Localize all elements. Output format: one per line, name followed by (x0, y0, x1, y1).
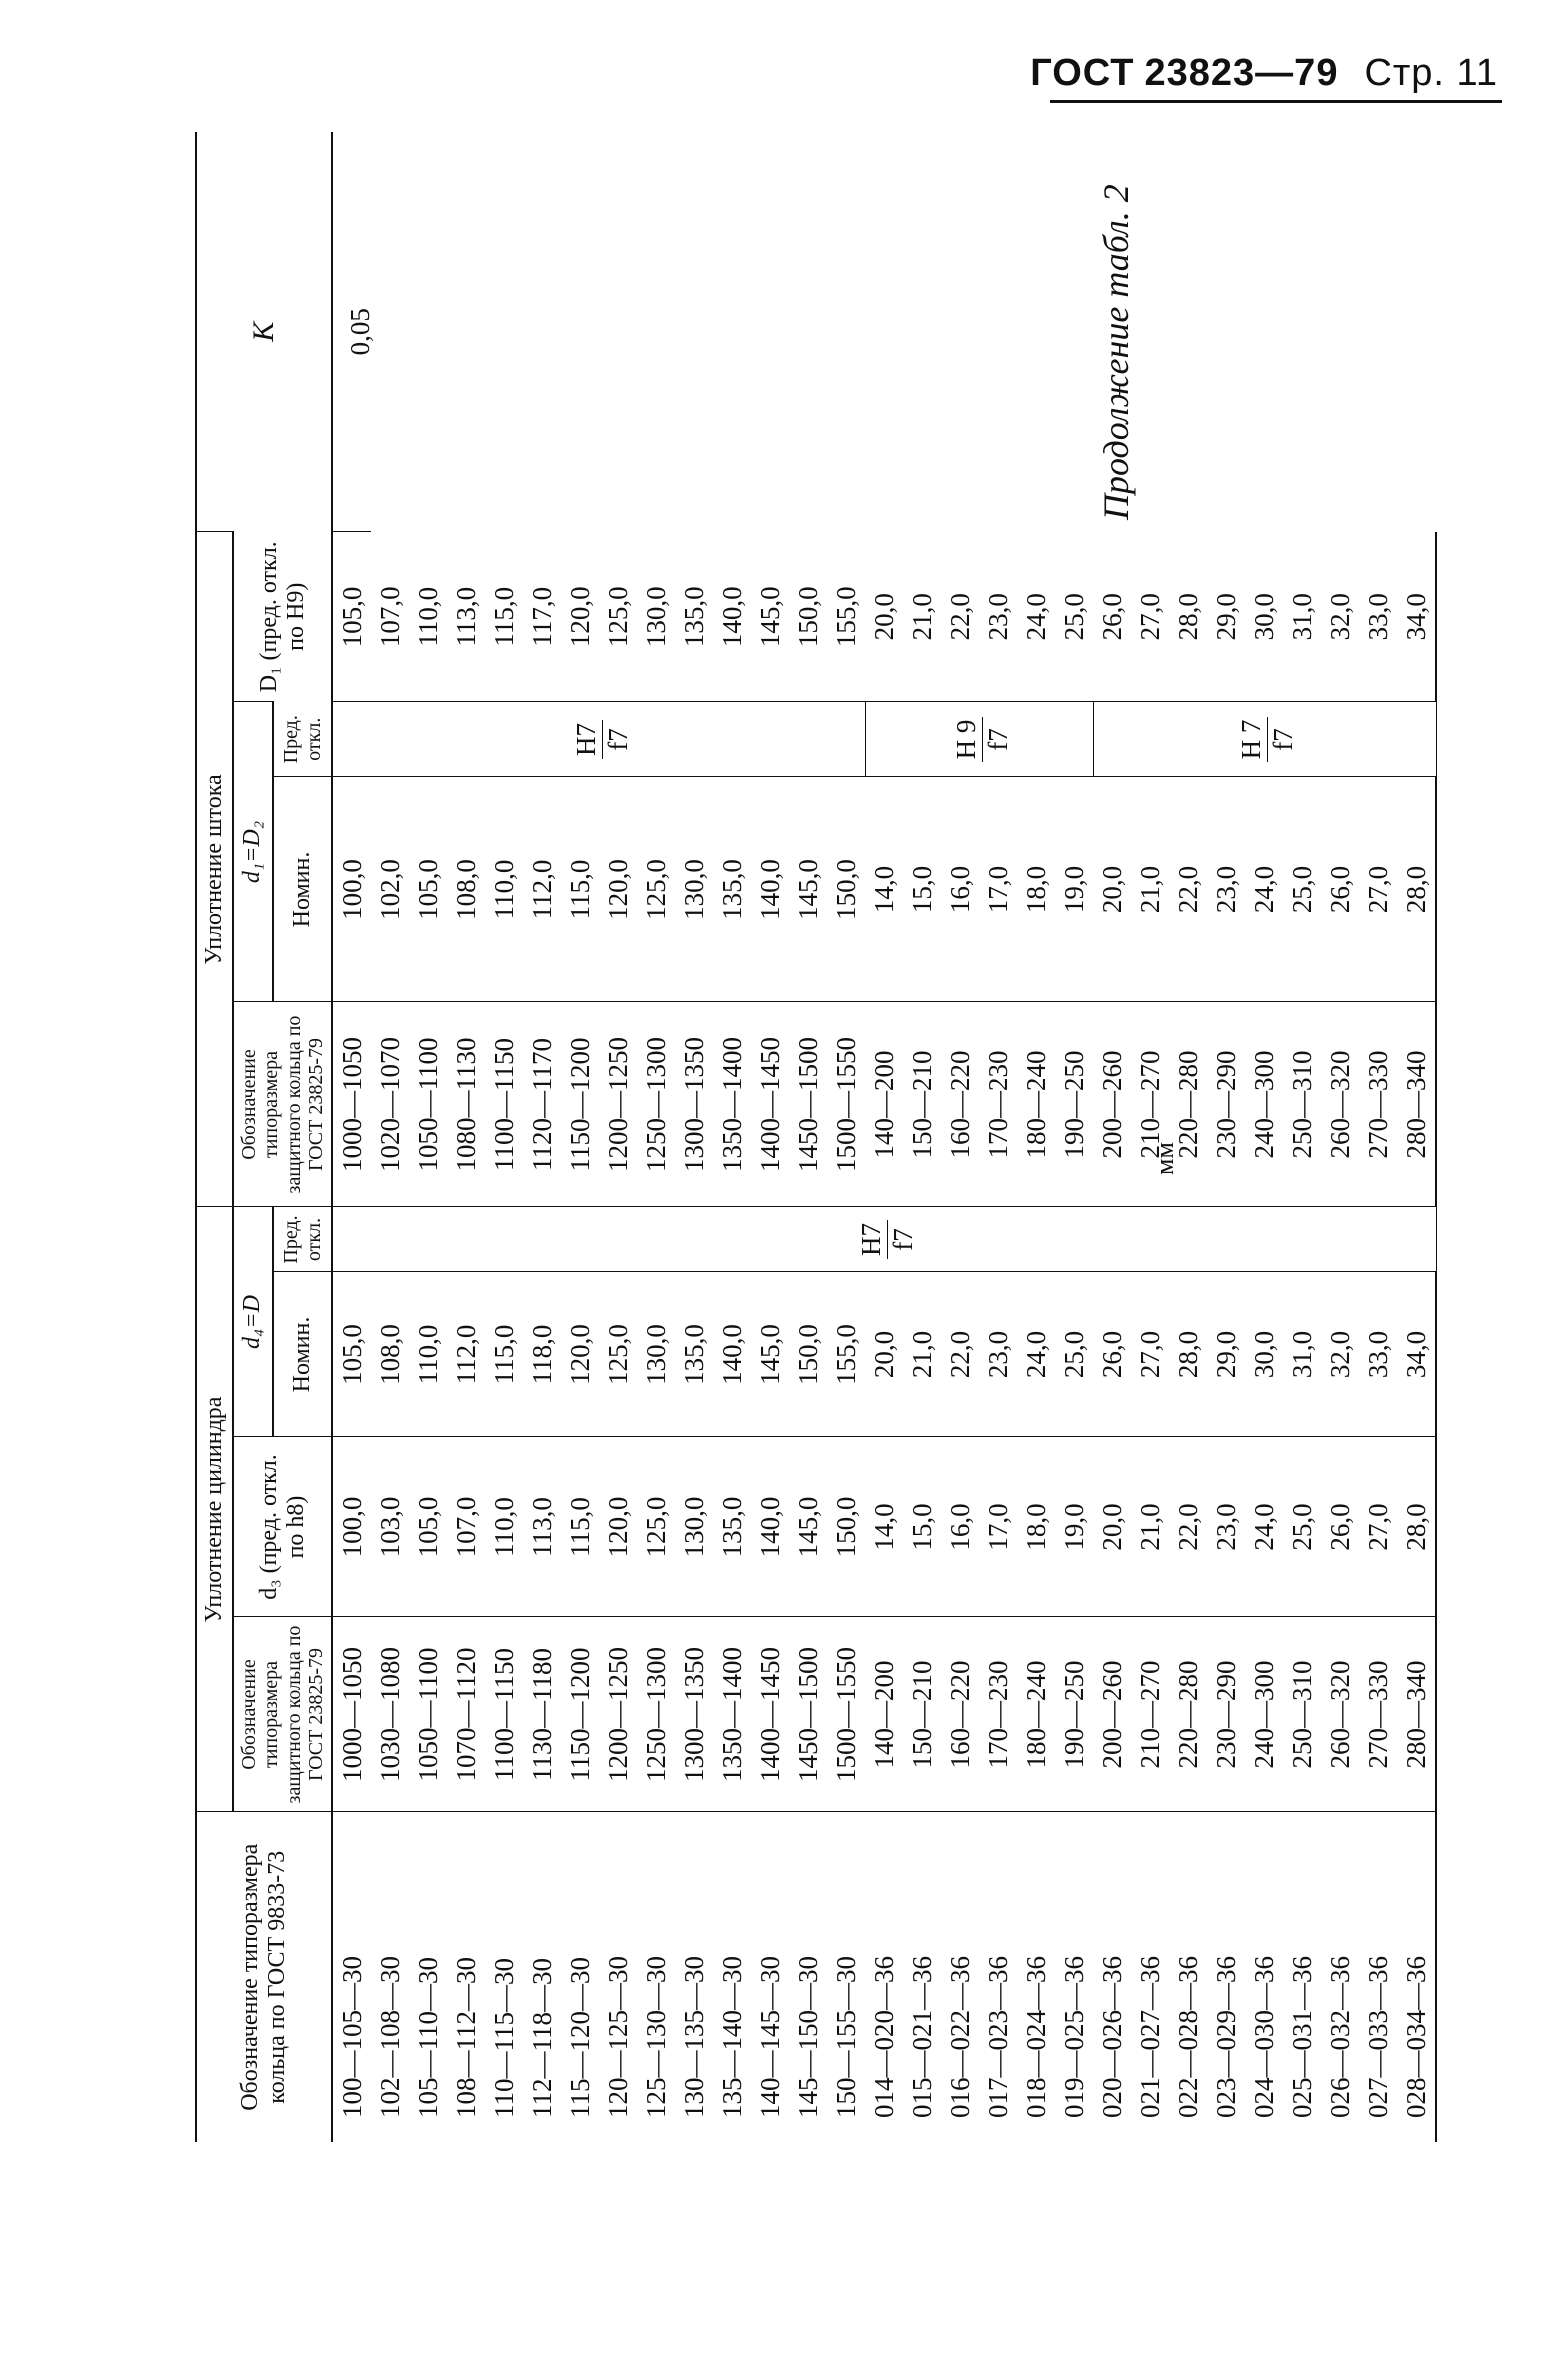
d1-nomin: 21,0 (1131, 777, 1169, 1002)
d4-nomin: 22,0 (941, 1272, 979, 1437)
protective-ring-rod: 1250—1300 (637, 1002, 675, 1207)
protective-ring-rod: 1020—1070 (371, 1002, 409, 1207)
D1-value: 25,0 (1059, 593, 1090, 641)
header-tol-rod: Пред. откл. (273, 702, 333, 777)
protective-ring-cyl: 140—200 (865, 1617, 903, 1812)
d4-nomin: 150,0 (789, 1272, 827, 1437)
ring-designation: 100—105—30 (332, 1812, 371, 2142)
protective-ring-cyl: 1500—1550 (827, 1617, 865, 1812)
tol-rod (865, 702, 1093, 777)
protective-ring-cyl: 170—230 (979, 1617, 1017, 1812)
protective-ring-rod: 1300—1350 (675, 1002, 713, 1207)
protective-ring-cyl: 200—260 (1093, 1617, 1131, 1812)
D1-value: 130,0 (641, 586, 672, 648)
ring-designation: 028—034—36 (1397, 1812, 1436, 2142)
d3-value: 125,0 (637, 1437, 675, 1617)
d3-value: 16,0 (941, 1437, 979, 1617)
tol-cyl-fraction (858, 1220, 917, 1259)
ring-designation: 135—140—30 (713, 1812, 751, 2142)
d1-nomin: 108,0 (447, 777, 485, 1002)
D1-value: 145,0 (755, 586, 786, 648)
D1-value: 107,0 (375, 586, 406, 648)
d3-value: 115,0 (561, 1437, 599, 1617)
d3-value: 20,0 (1093, 1437, 1131, 1617)
tol-rod-fraction-den: f7 (602, 728, 633, 751)
d3-value: 103,0 (371, 1437, 409, 1617)
d1-nomin: 112,0 (523, 777, 561, 1002)
protective-ring-rod: 180—240 (1017, 1002, 1055, 1207)
protective-ring-rod: 210—270 (1131, 1002, 1169, 1207)
d4-nomin: 25,0 (1055, 1272, 1093, 1437)
protective-ring-cyl: 260—320 (1321, 1617, 1359, 1812)
ring-designation: 145—150—30 (789, 1812, 827, 2142)
D1-value: 115,0 (489, 586, 520, 647)
D1-value: 117,0 (527, 586, 558, 647)
d4-nomin: 29,0 (1207, 1272, 1245, 1437)
D1-value: 135,0 (679, 586, 710, 648)
protective-ring-cyl: 1130—1180 (523, 1617, 561, 1812)
protective-ring-rod: 170—230 (979, 1002, 1017, 1207)
d3-value: 15,0 (903, 1437, 941, 1617)
protective-ring-cyl: 1070—1120 (447, 1617, 485, 1812)
protective-ring-rod: 1080—1130 (447, 1002, 485, 1207)
d4-nomin: 155,0 (827, 1272, 865, 1437)
d3-value: 107,0 (447, 1437, 485, 1617)
d3-value: 21,0 (1131, 1437, 1169, 1617)
protective-ring-rod: 220—280 (1169, 1002, 1207, 1207)
protective-ring-cyl: 210—270 (1131, 1617, 1169, 1812)
k-value: 0,05 (345, 308, 376, 356)
ring-designation: 019—025—36 (1055, 1812, 1093, 2142)
d3-value: 19,0 (1055, 1437, 1093, 1617)
protective-ring-rod: 200—260 (1093, 1002, 1131, 1207)
d1-nomin: 25,0 (1283, 777, 1321, 1002)
protective-ring-cyl: 1200—1250 (599, 1617, 637, 1812)
tol-rod-fraction (1238, 717, 1297, 763)
d3-value: 113,0 (523, 1437, 561, 1617)
protective-ring-cyl: 1400—1450 (751, 1617, 789, 1812)
ring-designation: 018—024—36 (1017, 1812, 1055, 2142)
tol-rod-fraction-num: H7 (573, 720, 603, 759)
d1-nomin: 135,0 (713, 777, 751, 1002)
tol-rod-fraction-den: f7 (1268, 728, 1299, 751)
D1-value: 30,0 (1249, 593, 1280, 641)
d1-nomin: 19,0 (1055, 777, 1093, 1002)
protective-ring-rod: 160—220 (941, 1002, 979, 1207)
d4-nomin: 34,0 (1397, 1272, 1436, 1437)
page-number: Стр. 11 (1364, 52, 1498, 94)
continuation-label: Продолжение табл. 2 (1096, 184, 1136, 520)
d1-nomin: 18,0 (1017, 777, 1055, 1002)
D1-value: 150,0 (793, 586, 824, 648)
d1-nomin: 120,0 (599, 777, 637, 1002)
protective-ring-rod: 1350—1400 (713, 1002, 751, 1207)
protective-ring-rod: 270—330 (1359, 1002, 1397, 1207)
d4-nomin: 105,0 (332, 1272, 371, 1437)
d4-nomin: 30,0 (1245, 1272, 1283, 1437)
D1-value: 120,0 (565, 586, 596, 648)
ring-designation: 025—031—36 (1283, 1812, 1321, 2142)
d4-nomin: 23,0 (979, 1272, 1017, 1437)
protective-ring-cyl: 190—250 (1055, 1617, 1093, 1812)
ring-designation: 110—115—30 (485, 1812, 523, 2142)
header-protective-cyl: Обозначение типоразмера защитного кольца по ГОСТ 23825-79 (233, 1617, 333, 1812)
protective-ring-rod: 190—250 (1055, 1002, 1093, 1207)
ring-designation: 112—118—30 (523, 1812, 561, 2142)
ring-designation: 023—029—36 (1207, 1812, 1245, 2142)
d4-nomin: 120,0 (561, 1272, 599, 1437)
D1-value: 113,0 (451, 586, 482, 647)
ring-designation: 026—032—36 (1321, 1812, 1359, 2142)
ring-designation: 115—120—30 (561, 1812, 599, 2142)
header-d3: d₃ (пред. откл. по h8) (233, 1437, 333, 1617)
protective-ring-cyl: 180—240 (1017, 1617, 1055, 1812)
D1-value: 32,0 (1325, 593, 1356, 641)
protective-ring-rod: 1400—1450 (751, 1002, 789, 1207)
d1-nomin: 150,0 (827, 777, 865, 1002)
d1-nomin: 115,0 (561, 777, 599, 1002)
D1-value: 26,0 (1097, 593, 1128, 641)
d3-value: 135,0 (713, 1437, 751, 1617)
d3-value: 17,0 (979, 1437, 1017, 1617)
protective-ring-cyl: 1450—1500 (789, 1617, 827, 1812)
d1-nomin: 105,0 (409, 777, 447, 1002)
d3-value: 120,0 (599, 1437, 637, 1617)
table-row (332, 132, 371, 2142)
d3-value: 100,0 (332, 1437, 371, 1617)
header-k: K (196, 132, 332, 532)
protective-ring-rod: 1450—1500 (789, 1002, 827, 1207)
D1-value: 155,0 (831, 586, 862, 648)
tol-cyl-fraction-den: f7 (888, 1228, 919, 1251)
d3-value: 25,0 (1283, 1437, 1321, 1617)
d1-nomin: 16,0 (941, 777, 979, 1002)
protective-ring-cyl: 1030—1080 (371, 1617, 409, 1812)
d3-value: 145,0 (789, 1437, 827, 1617)
D1-value: 31,0 (1287, 593, 1318, 641)
D1-value: 110,0 (413, 586, 444, 647)
tol-rod-fraction (570, 720, 633, 759)
d1-nomin: 15,0 (903, 777, 941, 1002)
unit-label: мм (1150, 1142, 1179, 1175)
d3-value: 23,0 (1207, 1437, 1245, 1617)
protective-ring-rod: 280—340 (1397, 1002, 1436, 1207)
ring-designation: 022—028—36 (1169, 1812, 1207, 2142)
protective-ring-rod: 1000—1050 (332, 1002, 371, 1207)
d4-nomin: 115,0 (485, 1272, 523, 1437)
d4-nomin: 125,0 (599, 1272, 637, 1437)
D1-value: 24,0 (1021, 593, 1052, 641)
tol-cyl (332, 1207, 1436, 1272)
ring-designation: 027—033—36 (1359, 1812, 1397, 2142)
ring-designation: 020—026—36 (1093, 1812, 1131, 2142)
d3-value: 22,0 (1169, 1437, 1207, 1617)
D1-value: 34,0 (1397, 532, 1436, 702)
protective-ring-rod: 1200—1250 (599, 1002, 637, 1207)
d3-value: 26,0 (1321, 1437, 1359, 1617)
d1-nomin: 27,0 (1359, 777, 1397, 1002)
protective-ring-rod: 150—210 (903, 1002, 941, 1207)
header-nomin-cyl: Номин. (273, 1272, 333, 1437)
tol-cyl-fraction-num: H7 (858, 1220, 888, 1259)
header-rule (1050, 100, 1502, 103)
protective-ring-cyl: 1300—1350 (675, 1617, 713, 1812)
tol-rod-fraction-num: H 9 (953, 717, 983, 763)
d4-nomin: 140,0 (713, 1272, 751, 1437)
D1-value: 105,0 (332, 532, 371, 702)
ring-designation: 150—155—30 (827, 1812, 865, 2142)
d1-nomin: 22,0 (1169, 777, 1207, 1002)
table-body (332, 132, 1436, 2142)
protective-ring-rod: 1100—1150 (485, 1002, 523, 1207)
header-d1d2: d₁=D₂ (233, 702, 273, 1002)
protective-ring-cyl: 1100—1150 (485, 1617, 523, 1812)
D1-value: 140,0 (717, 586, 748, 648)
protective-ring-rod: 250—310 (1283, 1002, 1321, 1207)
d4-nomin: 110,0 (409, 1272, 447, 1437)
ring-designation: 140—145—30 (751, 1812, 789, 2142)
d4-nomin: 135,0 (675, 1272, 713, 1437)
d3-value: 130,0 (675, 1437, 713, 1617)
d4-nomin: 108,0 (371, 1272, 409, 1437)
d1-nomin: 17,0 (979, 777, 1017, 1002)
d4-nomin: 26,0 (1093, 1272, 1131, 1437)
tol-rod-fraction (950, 717, 1013, 763)
protective-ring-cyl: 1050—1100 (409, 1617, 447, 1812)
ring-designation: 108—112—30 (447, 1812, 485, 2142)
d4-nomin: 32,0 (1321, 1272, 1359, 1437)
d3-value: 27,0 (1359, 1437, 1397, 1617)
protective-ring-cyl: 250—310 (1283, 1617, 1321, 1812)
rotated-table-container (195, 132, 1505, 2142)
protective-ring-rod: 260—320 (1321, 1002, 1359, 1207)
ring-designation: 120—125—30 (599, 1812, 637, 2142)
d3-value: 28,0 (1397, 1437, 1436, 1617)
ring-designation: 024—030—36 (1245, 1812, 1283, 2142)
d3-value: 14,0 (865, 1437, 903, 1617)
d4-nomin: 130,0 (637, 1272, 675, 1437)
D1-value: 20,0 (869, 593, 900, 641)
d4-nomin: 20,0 (865, 1272, 903, 1437)
d4-nomin: 24,0 (1017, 1272, 1055, 1437)
protective-ring-cyl: 1250—1300 (637, 1617, 675, 1812)
tol-rod (332, 702, 865, 777)
d1-nomin: 23,0 (1207, 777, 1245, 1002)
d1-nomin: 26,0 (1321, 777, 1359, 1002)
d1-nomin: 140,0 (751, 777, 789, 1002)
d3-value: 150,0 (827, 1437, 865, 1617)
header-protective-rod: Обозначение типоразмера защитного кольца по ГОСТ 23825-79 (233, 1002, 333, 1207)
d3-value: 105,0 (409, 1437, 447, 1617)
ring-designation: 102—108—30 (371, 1812, 409, 2142)
d1-nomin: 14,0 (865, 777, 903, 1002)
D1-value: 29,0 (1211, 593, 1242, 641)
protective-ring-cyl: 1350—1400 (713, 1617, 751, 1812)
D1-value: 28,0 (1173, 593, 1204, 641)
d4-nomin: 27,0 (1131, 1272, 1169, 1437)
D1-value: 22,0 (945, 593, 976, 641)
header-D1: D₁ (пред. откл. по H9) (233, 532, 333, 702)
header-ring: Обозначение типоразмера кольца по ГОСТ 9833-73 (196, 1812, 332, 2142)
protective-ring-cyl: 1150—1200 (561, 1617, 599, 1812)
header-tol-cyl: Пред. откл. (273, 1207, 333, 1272)
header-rod-seal: Уплотнение штока (196, 532, 233, 1207)
protective-ring-rod: 1500—1550 (827, 1002, 865, 1207)
protective-ring-rod: 1050—1100 (409, 1002, 447, 1207)
standard-label: ГОСТ (1030, 52, 1135, 94)
ring-designation: 021—027—36 (1131, 1812, 1169, 2142)
d1-nomin: 145,0 (789, 777, 827, 1002)
header-nomin-rod: Номин. (273, 777, 333, 1002)
d4-nomin: 112,0 (447, 1272, 485, 1437)
standard-number: 23823—79 (1144, 52, 1339, 94)
d3-value: 140,0 (751, 1437, 789, 1617)
d4-nomin: 31,0 (1283, 1272, 1321, 1437)
d1-nomin: 24,0 (1245, 777, 1283, 1002)
D1-value: 27,0 (1135, 593, 1166, 641)
d3-value: 18,0 (1017, 1437, 1055, 1617)
d4-nomin: 28,0 (1169, 1272, 1207, 1437)
d1-nomin: 100,0 (332, 777, 371, 1002)
protective-ring-cyl: 220—280 (1169, 1617, 1207, 1812)
ring-designation: 016—022—36 (941, 1812, 979, 2142)
protective-ring-cyl: 270—330 (1359, 1617, 1397, 1812)
protective-ring-cyl: 150—210 (903, 1617, 941, 1812)
d4-nomin: 33,0 (1359, 1272, 1397, 1437)
d1-nomin: 28,0 (1397, 777, 1436, 1002)
protective-ring-rod: 140—200 (865, 1002, 903, 1207)
d4-nomin: 118,0 (523, 1272, 561, 1437)
ring-designation: 125—130—30 (637, 1812, 675, 2142)
tol-rod-fraction-num: H 7 (1238, 717, 1268, 763)
D1-value: 33,0 (1363, 593, 1394, 641)
ring-designation: 017—023—36 (979, 1812, 1017, 2142)
d1-nomin: 20,0 (1093, 777, 1131, 1002)
protective-ring-rod: 1120—1170 (523, 1002, 561, 1207)
protective-ring-cyl: 240—300 (1245, 1617, 1283, 1812)
page-header (1030, 52, 1498, 95)
d1-nomin: 110,0 (485, 777, 523, 1002)
protective-ring-rod: 230—290 (1207, 1002, 1245, 1207)
protective-ring-rod: 1150—1200 (561, 1002, 599, 1207)
protective-ring-cyl: 280—340 (1397, 1617, 1436, 1812)
d1-nomin: 102,0 (371, 777, 409, 1002)
header-d4: d₄=D (233, 1207, 273, 1437)
D1-value: 21,0 (907, 593, 938, 641)
d4-nomin: 145,0 (751, 1272, 789, 1437)
protective-ring-cyl: 230—290 (1207, 1617, 1245, 1812)
d1-nomin: 130,0 (675, 777, 713, 1002)
protective-ring-cyl: 1000—1050 (332, 1617, 371, 1812)
dimensions-table (195, 132, 1437, 2142)
D1-value: 125,0 (603, 586, 634, 648)
header-cylinder-seal: Уплотнение цилиндра (196, 1207, 233, 1812)
ring-designation: 130—135—30 (675, 1812, 713, 2142)
ring-designation: 105—110—30 (409, 1812, 447, 2142)
tol-rod (1093, 702, 1436, 777)
D1-value: 23,0 (983, 593, 1014, 641)
ring-designation: 015—021—36 (903, 1812, 941, 2142)
d3-value: 110,0 (485, 1437, 523, 1617)
d4-nomin: 21,0 (903, 1272, 941, 1437)
tol-rod-fraction-den: f7 (982, 728, 1013, 751)
protective-ring-cyl: 160—220 (941, 1617, 979, 1812)
ring-designation: 014—020—36 (865, 1812, 903, 2142)
d3-value: 24,0 (1245, 1437, 1283, 1617)
d1-nomin: 125,0 (637, 777, 675, 1002)
protective-ring-rod: 240—300 (1245, 1002, 1283, 1207)
